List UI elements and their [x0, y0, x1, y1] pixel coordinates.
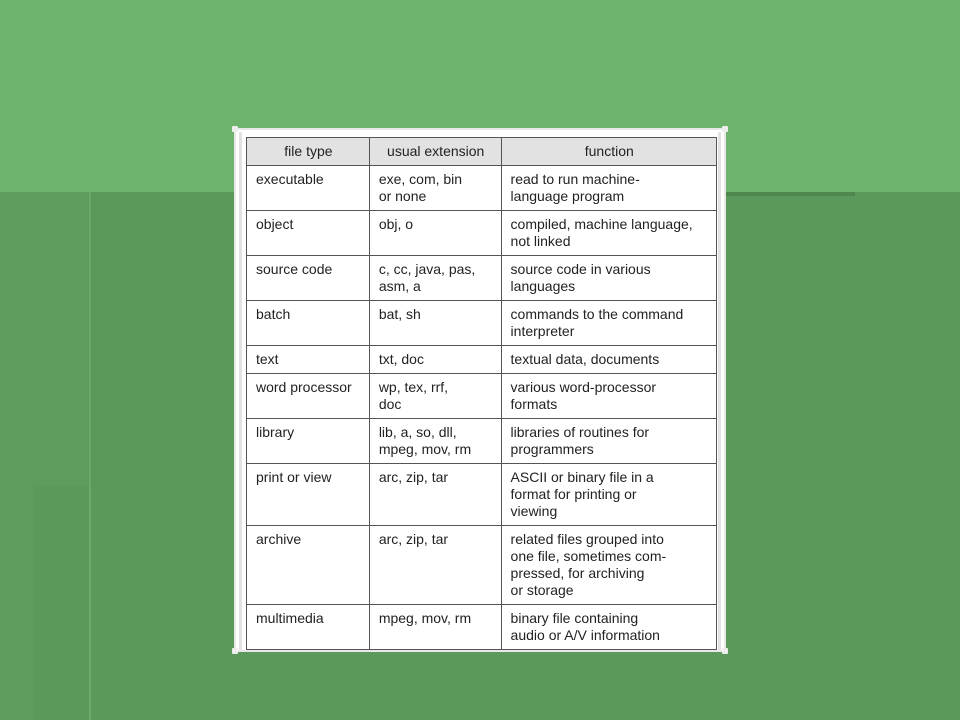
cell-text: bat, sh: [378, 306, 421, 322]
cell-extension: [369, 464, 501, 526]
card-corner: [232, 126, 238, 132]
cell-extension: [369, 166, 501, 211]
cell-file-type: [247, 301, 370, 346]
file-types-table: [246, 137, 717, 650]
cell-text: various word-processor formats: [510, 379, 657, 412]
cell-extension: [369, 301, 501, 346]
cell-text: source code: [256, 261, 333, 277]
table-row: [247, 605, 717, 650]
cell-text: exe, com, bin or none: [378, 171, 463, 204]
table-row: [247, 346, 717, 374]
cell-function: [501, 211, 716, 256]
header-usual-extension: usual extension: [369, 138, 501, 166]
cell-extension: [369, 211, 501, 256]
cell-function: [501, 166, 716, 211]
cell-extension: [369, 605, 501, 650]
table-row: [247, 166, 717, 211]
cell-file-type: [247, 464, 370, 526]
cell-text: txt, doc: [378, 351, 424, 367]
header-function: function: [501, 138, 716, 166]
cell-file-type: [247, 605, 370, 650]
cell-file-type: [247, 346, 370, 374]
table-row: [247, 301, 717, 346]
cell-text: library: [256, 424, 295, 440]
table-row: [247, 419, 717, 464]
cell-function: [501, 256, 716, 301]
table-row: [247, 211, 717, 256]
table-row: [247, 464, 717, 526]
cell-text: object: [256, 216, 294, 232]
cell-text: lib, a, so, dll, mpeg, mov, rm: [378, 424, 472, 457]
cell-text: obj, o: [378, 216, 414, 232]
card-corner: [722, 126, 728, 132]
cell-function: [501, 526, 716, 605]
cell-text: print or view: [256, 469, 332, 485]
cell-text: read to run machine- language program: [510, 171, 640, 204]
table-card: [234, 128, 726, 652]
cell-text: c, cc, java, pas, asm, a: [378, 261, 476, 294]
cell-extension: [369, 526, 501, 605]
table-row: [247, 526, 717, 605]
card-edge-left: [239, 132, 242, 650]
cell-text: wp, tex, rrf, doc: [378, 379, 449, 412]
card-edge-right: [718, 132, 721, 650]
cell-text: compiled, machine language, not linked: [510, 216, 693, 249]
cell-extension: [369, 374, 501, 419]
cell-file-type: [247, 256, 370, 301]
cell-file-type: [247, 166, 370, 211]
cell-text: word processor: [256, 379, 352, 395]
cell-text: source code in various languages: [510, 261, 651, 294]
card-corner: [722, 648, 728, 654]
cell-text: multimedia: [256, 610, 324, 626]
cell-function: [501, 301, 716, 346]
cell-text: commands to the command interpreter: [510, 306, 684, 339]
cell-text: text: [256, 351, 279, 367]
cell-text: related files grouped into one file, sometimes com- pressed, for archiving or storage: [510, 531, 667, 598]
cell-function: [501, 464, 716, 526]
cell-file-type: [247, 526, 370, 605]
cell-function: [501, 346, 716, 374]
cell-function: [501, 374, 716, 419]
cell-function: [501, 419, 716, 464]
cell-file-type: [247, 211, 370, 256]
cell-extension: [369, 346, 501, 374]
cell-function: [501, 605, 716, 650]
cell-text: executable: [256, 171, 324, 187]
cell-text: archive: [256, 531, 302, 547]
cell-text: batch: [256, 306, 291, 322]
cell-text: ASCII or binary file in a format for printing or viewing: [510, 469, 654, 519]
table-row: [247, 256, 717, 301]
cell-text: textual data, documents: [510, 351, 660, 367]
table-row: [247, 374, 717, 419]
slide-panel-edge: [89, 192, 91, 486]
cell-text: arc, zip, tar: [378, 531, 449, 547]
cell-text: arc, zip, tar: [378, 469, 449, 485]
cell-text: libraries of routines for programmers: [510, 424, 650, 457]
card-corner: [232, 648, 238, 654]
table-header-row: [247, 138, 717, 166]
cell-extension: [369, 419, 501, 464]
header-file-type: file type: [247, 138, 370, 166]
cell-file-type: [247, 419, 370, 464]
cell-extension: [369, 256, 501, 301]
slide-background-step: [35, 486, 91, 720]
cell-file-type: [247, 374, 370, 419]
cell-text: binary file containing audio or A/V information: [510, 610, 660, 643]
cell-text: mpeg, mov, rm: [378, 610, 472, 626]
